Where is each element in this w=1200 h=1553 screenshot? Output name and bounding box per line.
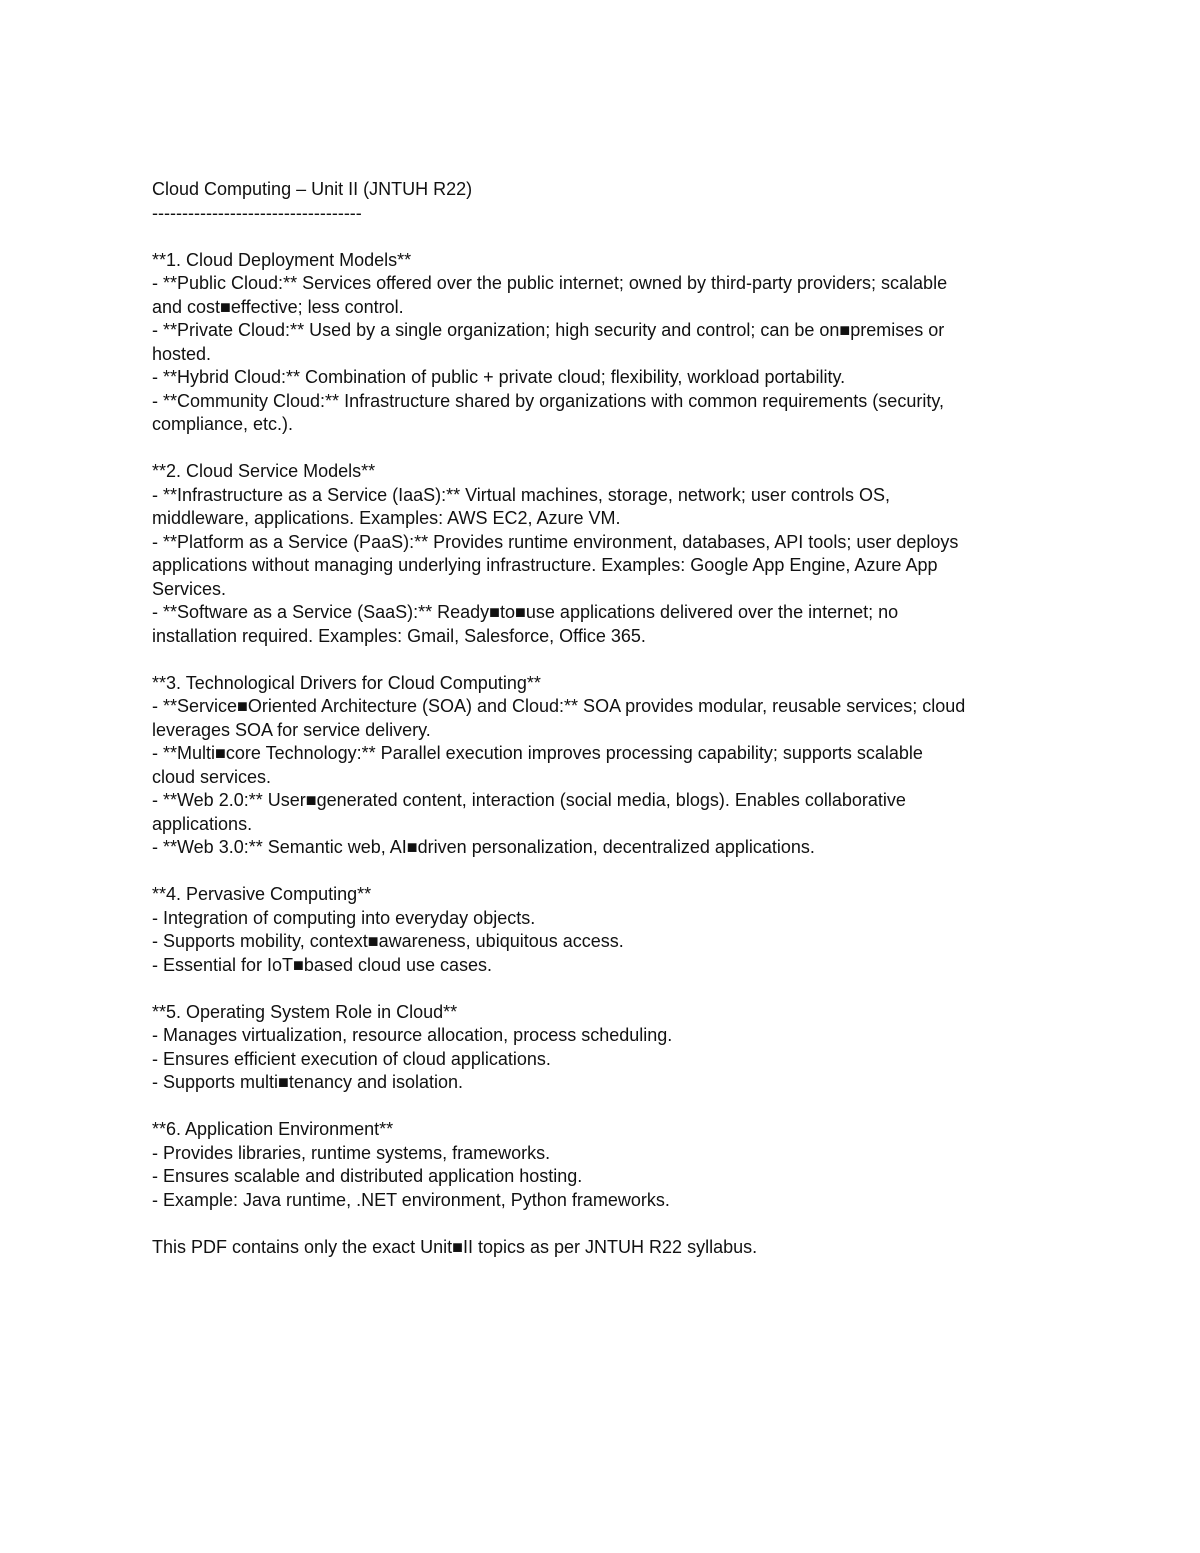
section-line: cloud services. [152,766,272,787]
section-technological-drivers [152,672,1072,860]
section-line: - **Platform as a Service (PaaS):** Provides runtime environment, databases, API tools; user deploys [152,531,959,552]
section-line: - **Multi■core Technology:** Parallel execution improves processing capability; supports scalable [152,743,923,763]
spacer [152,1212,1072,1236]
section-line: applications. [152,813,253,834]
spacer [152,225,1072,249]
section-line: leverages SOA for service delivery. [152,719,431,740]
section-operating-system-role [152,1001,1072,1095]
section-deployment-models [152,249,1072,437]
section-heading: **1. Cloud Deployment Models** [152,249,412,270]
section-heading: **6. Application Environment** [152,1119,394,1139]
section-line: hosted. [152,343,212,364]
section-line: - Supports multi■tenancy and isolation. [152,1072,464,1092]
section-line: - Example: Java runtime, .NET environment, Python frameworks. [152,1189,670,1210]
section-line: - **Web 2.0:** User■generated content, interaction (social media, blogs). Enables collaborative [152,790,906,810]
section-line: - **Infrastructure as a Service (IaaS):** Virtual machines, storage, network; user controls OS, [152,484,890,505]
spacer [152,977,1072,1001]
section-line: - Provides libraries, runtime systems, frameworks. [152,1142,551,1163]
section-line: - Integration of computing into everyday objects. [152,907,536,928]
section-line: - **Web 3.0:** Semantic web, AI■driven personalization, decentralized applications. [152,837,815,857]
section-heading: **4. Pervasive Computing** [152,884,372,904]
section-line: - **Community Cloud:** Infrastructure shared by organizations with common requirements (security, [152,390,944,411]
spacer [152,1095,1072,1119]
document-footer-note: This PDF contains only the exact Unit■II topics as per JNTUH R22 syllabus. [152,1236,758,1257]
section-line: - Ensures efficient execution of cloud applications. [152,1048,551,1069]
section-line: - Supports mobility, context■awareness, ubiquitous access. [152,931,624,951]
section-line: - **Private Cloud:** Used by a single organization; high security and control; can be on■premises or [152,320,945,340]
section-line: and cost■effective; less control. [152,296,404,317]
section-line: middleware, applications. Examples: AWS EC2, Azure VM. [152,508,621,528]
document-page [152,178,1072,1259]
document-title: Cloud Computing – Unit II (JNTUH R22) [152,179,473,199]
section-line: - **Public Cloud:** Services offered over the public internet; owned by third-party providers; scalable [152,273,948,293]
section-heading: **3. Technological Drivers for Cloud Computing** [152,672,541,693]
spacer [152,860,1072,884]
section-heading: **5. Operating System Role in Cloud** [152,1001,458,1022]
section-line: - **Software as a Service (SaaS):** Ready■to■use applications delivered over the internet; no [152,602,899,622]
spacer [152,437,1072,461]
section-line: - **Service■Oriented Architecture (SOA) and Cloud:** SOA provides modular, reusable services; cloud [152,696,966,716]
spacer [152,648,1072,672]
section-service-models [152,460,1072,648]
section-line: - Essential for IoT■based cloud use cases. [152,954,493,975]
section-line: applications without managing underlying infrastructure. Examples: Google App Engine, Azure App [152,555,938,575]
title-rule: ----------------------------------- [152,202,362,223]
section-pervasive-computing [152,883,1072,977]
section-line: - Manages virtualization, resource allocation, process scheduling. [152,1025,673,1045]
section-application-environment [152,1118,1072,1212]
section-line: compliance, etc.). [152,414,294,434]
section-line: - Ensures scalable and distributed application hosting. [152,1166,583,1186]
section-line: - **Hybrid Cloud:** Combination of public + private cloud; flexibility, workload portability. [152,367,846,387]
section-heading: **2. Cloud Service Models** [152,461,376,481]
section-line: Services. [152,578,227,599]
section-line: installation required. Examples: Gmail, Salesforce, Office 365. [152,625,646,646]
